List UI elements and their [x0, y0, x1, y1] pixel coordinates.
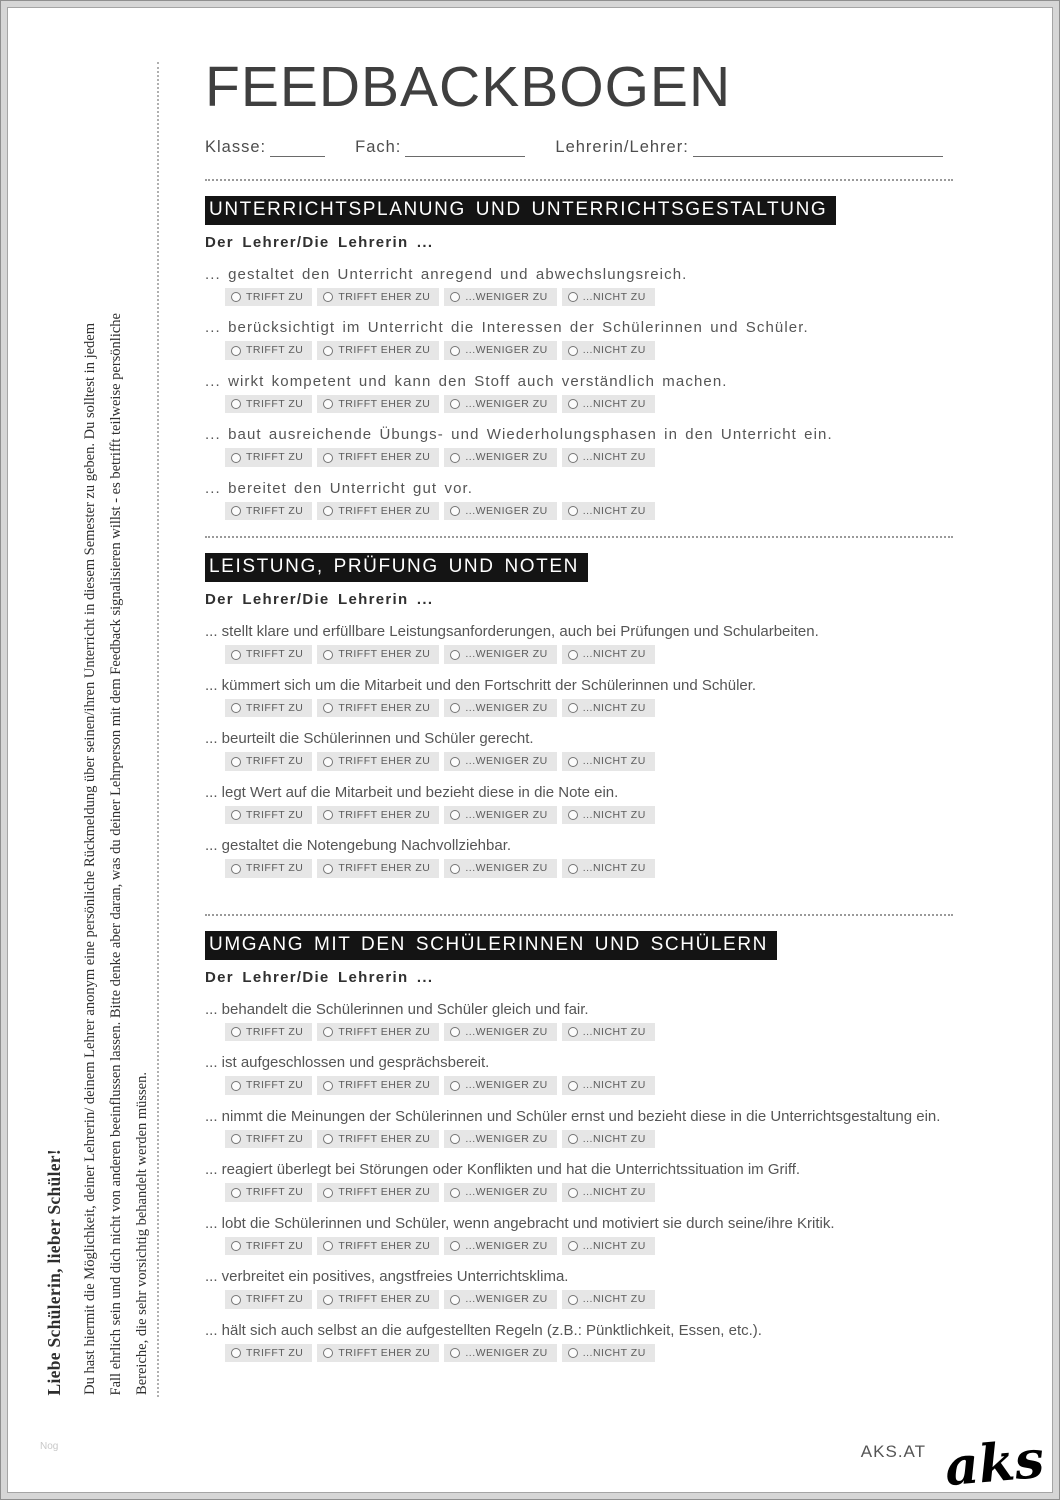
section-header: LEISTUNG, PRÜFUNG UND NOTEN [205, 553, 588, 582]
radio-circle-icon[interactable] [568, 757, 578, 767]
radio-circle-icon[interactable] [450, 650, 460, 660]
radio-circle-icon[interactable] [231, 1295, 241, 1305]
radio-circle-icon[interactable] [568, 864, 578, 874]
radio-circle-icon[interactable] [323, 1081, 333, 1091]
rating-label: TRIFFT ZU [246, 451, 304, 464]
rating-row [225, 448, 953, 467]
rating-label: ...WENIGER ZU [465, 1346, 548, 1359]
rating-label: ...WENIGER ZU [465, 808, 548, 821]
rating-option[interactable] [225, 288, 312, 307]
radio-circle-icon[interactable] [450, 864, 460, 874]
question-text: ... behandelt die Schülerinnen und Schüler gleich und fair. [205, 1000, 589, 1018]
question-text: ... baut ausreichende Übungs- und Wiederholungsphasen in den Unterricht ein. [205, 426, 833, 444]
question-item [205, 1001, 953, 1042]
rating-option[interactable] [317, 288, 439, 307]
rating-option[interactable] [562, 1130, 655, 1149]
radio-circle-icon[interactable] [323, 292, 333, 302]
rating-row [225, 1183, 953, 1202]
sidebar-text-line: Bereiche, die sehr vorsichtig behandelt werden müssen. [134, 1072, 150, 1395]
rating-row [225, 395, 953, 414]
rating-label: TRIFFT ZU [246, 344, 304, 357]
rating-option[interactable] [317, 699, 439, 718]
rating-label: TRIFFT EHER ZU [338, 755, 431, 768]
rating-option[interactable] [317, 341, 439, 360]
radio-circle-icon[interactable] [568, 1081, 578, 1091]
rating-label: ...NICHT ZU [582, 1346, 646, 1359]
radio-circle-icon[interactable] [231, 1241, 241, 1251]
rating-label: TRIFFT ZU [246, 504, 304, 517]
radio-circle-icon[interactable] [568, 399, 578, 409]
rating-row [225, 1130, 953, 1149]
rating-option[interactable] [444, 1130, 556, 1149]
rating-label: ...NICHT ZU [582, 648, 646, 661]
radio-circle-icon[interactable] [568, 810, 578, 820]
rating-label: ...NICHT ZU [582, 290, 646, 303]
question-item [205, 1215, 953, 1256]
rating-option[interactable] [317, 752, 439, 771]
rating-label: ...NICHT ZU [582, 1025, 646, 1038]
rating-option[interactable] [317, 1023, 439, 1042]
radio-circle-icon[interactable] [450, 1081, 460, 1091]
rating-option[interactable] [444, 341, 556, 360]
rating-option[interactable] [225, 645, 312, 664]
radio-circle-icon[interactable] [568, 1241, 578, 1251]
rating-option[interactable] [562, 1237, 655, 1256]
question-text: ... wirkt kompetent und kann den Stoff auch verständlich machen. [205, 372, 728, 390]
rating-option[interactable] [444, 288, 556, 307]
radio-circle-icon[interactable] [450, 1295, 460, 1305]
question-text: ... hält sich auch selbst an die aufgestellten Regeln (z.B.: Pünktlichkeit, Essen, etc.). [205, 1321, 762, 1339]
rating-option[interactable] [562, 806, 655, 825]
rating-row [225, 645, 953, 664]
rating-option[interactable] [225, 806, 312, 825]
question-text: ... gestaltet den Unterricht anregend und abwechslungsreich. [205, 265, 688, 283]
rating-label: TRIFFT EHER ZU [338, 290, 431, 303]
rating-label: TRIFFT ZU [246, 290, 304, 303]
rating-label: ...NICHT ZU [582, 1079, 646, 1092]
rating-option[interactable] [225, 752, 312, 771]
question-item [205, 837, 953, 878]
section-subtitle: Der Lehrer/Die Lehrerin ... [205, 233, 434, 251]
question-item [205, 677, 953, 718]
rating-option[interactable] [225, 502, 312, 521]
question-text: ... beurteilt die Schülerinnen und Schüler gerecht. [205, 730, 534, 748]
radio-circle-icon[interactable] [450, 703, 460, 713]
question-text: ... verbreitet ein positives, angstfreies Unterrichtsklima. [205, 1268, 569, 1286]
radio-circle-icon[interactable] [231, 1348, 241, 1358]
radio-circle-icon[interactable] [231, 506, 241, 516]
rating-option[interactable] [444, 806, 556, 825]
rating-option[interactable] [317, 1237, 439, 1256]
rating-option[interactable] [317, 1344, 439, 1363]
klasse-field-group [205, 138, 325, 157]
rating-row [225, 502, 953, 521]
radio-circle-icon[interactable] [450, 346, 460, 356]
rating-row [225, 288, 953, 307]
rating-label: ...NICHT ZU [582, 1132, 646, 1145]
question-text: ... kümmert sich um die Mitarbeit und den Fortschritt der Schülerinnen und Schüler. [205, 676, 757, 694]
rating-label: ...NICHT ZU [582, 1293, 646, 1306]
rating-label: ...NICHT ZU [582, 701, 646, 714]
question-item [205, 266, 953, 307]
rating-row [225, 1344, 953, 1363]
rating-option[interactable] [225, 1130, 312, 1149]
rating-label: ...NICHT ZU [582, 1239, 646, 1252]
radio-circle-icon[interactable] [323, 1295, 333, 1305]
rating-label: TRIFFT ZU [246, 1079, 304, 1092]
sidebar-divider [157, 62, 159, 1397]
section-divider [205, 179, 953, 181]
question-item [205, 1268, 953, 1309]
rating-option[interactable] [444, 859, 556, 878]
rating-option[interactable] [562, 1076, 655, 1095]
rating-option[interactable] [562, 752, 655, 771]
rating-option[interactable] [562, 1023, 655, 1042]
rating-label: ...WENIGER ZU [465, 504, 548, 517]
rating-label: ...WENIGER ZU [465, 648, 548, 661]
site-url: AKS.AT [860, 1442, 926, 1461]
rating-label: ...WENIGER ZU [465, 451, 548, 464]
rating-option[interactable] [225, 1183, 312, 1202]
rating-option[interactable] [317, 806, 439, 825]
question-item [205, 1322, 953, 1363]
rating-option[interactable] [225, 448, 312, 467]
rating-label: TRIFFT EHER ZU [338, 808, 431, 821]
rating-option[interactable] [317, 645, 439, 664]
rating-option[interactable] [444, 752, 556, 771]
rating-label: TRIFFT EHER ZU [338, 1132, 431, 1145]
question-text: ... bereitet den Unterricht gut vor. [205, 479, 474, 497]
feedback-section [205, 179, 953, 521]
rating-label: ...NICHT ZU [582, 344, 646, 357]
rating-label: TRIFFT EHER ZU [338, 1293, 431, 1306]
radio-circle-icon[interactable] [231, 399, 241, 409]
feedback-section [205, 914, 953, 1363]
radio-circle-icon[interactable] [568, 1295, 578, 1305]
rating-option[interactable] [444, 448, 556, 467]
question-text: ... nimmt die Meinungen der Schülerinnen und Schüler ernst und bezieht diese in die Unterrichtsgestaltung ein. [205, 1107, 941, 1125]
question-text: ... legt Wert auf die Mitarbeit und bezieht diese in die Note ein. [205, 783, 619, 801]
rating-row [225, 1290, 953, 1309]
fach-input-line[interactable] [405, 141, 525, 157]
rating-label: ...WENIGER ZU [465, 1132, 548, 1145]
radio-circle-icon[interactable] [568, 1348, 578, 1358]
rating-label: TRIFFT ZU [246, 397, 304, 410]
rating-label: TRIFFT ZU [246, 1239, 304, 1252]
radio-circle-icon[interactable] [323, 1027, 333, 1037]
rating-option[interactable] [562, 699, 655, 718]
rating-label: TRIFFT ZU [246, 648, 304, 661]
radio-circle-icon[interactable] [323, 810, 333, 820]
question-text: ... reagiert überlegt bei Störungen oder Konflikten und hat die Unterrichtssituation im Griff. [205, 1161, 801, 1179]
rating-option[interactable] [225, 859, 312, 878]
rating-label: ...WENIGER ZU [465, 344, 548, 357]
rating-option[interactable] [444, 1183, 556, 1202]
section-header: UMGANG MIT DEN SCHÜLERINNEN UND SCHÜLERN [205, 931, 777, 960]
radio-circle-icon[interactable] [568, 1188, 578, 1198]
lehrer-label: Lehrerin/Lehrer: [555, 137, 689, 156]
rating-label: ...NICHT ZU [582, 504, 646, 517]
rating-option[interactable] [225, 341, 312, 360]
radio-circle-icon[interactable] [450, 1134, 460, 1144]
rating-label: TRIFFT EHER ZU [338, 862, 431, 875]
radio-circle-icon[interactable] [450, 757, 460, 767]
rating-row [225, 699, 953, 718]
radio-circle-icon[interactable] [231, 1134, 241, 1144]
rating-row [225, 859, 953, 878]
rating-label: ...WENIGER ZU [465, 1239, 548, 1252]
rating-row [225, 752, 953, 771]
rating-label: ...WENIGER ZU [465, 701, 548, 714]
rating-option[interactable] [562, 859, 655, 878]
rating-option[interactable] [444, 1290, 556, 1309]
rating-option[interactable] [225, 1344, 312, 1363]
radio-circle-icon[interactable] [231, 1188, 241, 1198]
rating-label: ...NICHT ZU [582, 808, 646, 821]
rating-option[interactable] [562, 1290, 655, 1309]
section-subtitle: Der Lehrer/Die Lehrerin ... [205, 591, 434, 609]
radio-circle-icon[interactable] [568, 703, 578, 713]
section-divider [205, 536, 953, 538]
radio-circle-icon[interactable] [323, 399, 333, 409]
rating-label: TRIFFT EHER ZU [338, 344, 431, 357]
rating-label: ...WENIGER ZU [465, 862, 548, 875]
watermark-text: Nog [40, 1441, 59, 1452]
sidebar-greeting: Liebe Schülerin, lieber Schüler! [44, 1148, 64, 1395]
rating-label: ...NICHT ZU [582, 862, 646, 875]
lehrer-input-line[interactable] [693, 141, 943, 157]
rating-option[interactable] [225, 1290, 312, 1309]
rating-label: TRIFFT EHER ZU [338, 504, 431, 517]
rating-label: TRIFFT ZU [246, 862, 304, 875]
radio-circle-icon[interactable] [450, 506, 460, 516]
page-title: FEEDBACKBOGEN [205, 55, 732, 119]
rating-option[interactable] [444, 645, 556, 664]
rating-option[interactable] [317, 395, 439, 414]
radio-circle-icon[interactable] [231, 757, 241, 767]
radio-circle-icon[interactable] [231, 346, 241, 356]
radio-circle-icon[interactable] [323, 1134, 333, 1144]
rating-option[interactable] [562, 395, 655, 414]
question-item [205, 623, 953, 664]
radio-circle-icon[interactable] [323, 1348, 333, 1358]
radio-circle-icon[interactable] [568, 1134, 578, 1144]
rating-label: ...WENIGER ZU [465, 290, 548, 303]
rating-option[interactable] [225, 699, 312, 718]
question-item [205, 784, 953, 825]
rating-option[interactable] [317, 1183, 439, 1202]
radio-circle-icon[interactable] [323, 506, 333, 516]
question-item [205, 426, 953, 467]
radio-circle-icon[interactable] [231, 453, 241, 463]
radio-circle-icon[interactable] [450, 453, 460, 463]
rating-label: ...WENIGER ZU [465, 755, 548, 768]
rating-label: TRIFFT ZU [246, 755, 304, 768]
section-subtitle: Der Lehrer/Die Lehrerin ... [205, 968, 434, 986]
radio-circle-icon[interactable] [568, 506, 578, 516]
rating-label: TRIFFT ZU [246, 1293, 304, 1306]
question-item [205, 1108, 953, 1149]
rating-label: TRIFFT EHER ZU [338, 701, 431, 714]
radio-circle-icon[interactable] [450, 1348, 460, 1358]
question-item [205, 480, 953, 521]
radio-circle-icon[interactable] [231, 810, 241, 820]
rating-option[interactable] [562, 341, 655, 360]
radio-circle-icon[interactable] [450, 1188, 460, 1198]
section-header: UNTERRICHTSPLANUNG UND UNTERRICHTSGESTALTUNG [205, 196, 836, 225]
radio-circle-icon[interactable] [568, 346, 578, 356]
sections-container [205, 179, 953, 1363]
radio-circle-icon[interactable] [323, 864, 333, 874]
radio-circle-icon[interactable] [231, 292, 241, 302]
rating-label: ...NICHT ZU [582, 755, 646, 768]
rating-option[interactable] [317, 1290, 439, 1309]
question-text: ... berücksichtigt im Unterricht die Interessen der Schülerinnen und Schüler. [205, 319, 809, 337]
rating-label: ...NICHT ZU [582, 397, 646, 410]
klasse-input-line[interactable] [270, 141, 325, 157]
question-text: ... stellt klare und erfüllbare Leistungsanforderungen, auch bei Prüfungen und Schularbeiten. [205, 623, 819, 641]
radio-circle-icon[interactable] [568, 453, 578, 463]
rating-label: ...WENIGER ZU [465, 397, 548, 410]
rating-option[interactable] [317, 1130, 439, 1149]
rating-label: TRIFFT ZU [246, 1186, 304, 1199]
rating-option[interactable] [444, 699, 556, 718]
rating-option[interactable] [317, 1076, 439, 1095]
rating-label: TRIFFT EHER ZU [338, 1186, 431, 1199]
aks-logo: aks [942, 1428, 1047, 1499]
radio-circle-icon[interactable] [450, 1241, 460, 1251]
radio-circle-icon[interactable] [568, 292, 578, 302]
rating-label: ...NICHT ZU [582, 451, 646, 464]
rating-option[interactable] [225, 1076, 312, 1095]
rating-row [225, 1076, 953, 1095]
rating-option[interactable] [562, 448, 655, 467]
radio-circle-icon[interactable] [323, 757, 333, 767]
rating-option[interactable] [225, 395, 312, 414]
rating-label: TRIFFT ZU [246, 1346, 304, 1359]
rating-row [225, 341, 953, 360]
rating-row [225, 1023, 953, 1042]
rating-option[interactable] [444, 1237, 556, 1256]
radio-circle-icon[interactable] [231, 1081, 241, 1091]
rating-label: TRIFFT EHER ZU [338, 451, 431, 464]
radio-circle-icon[interactable] [450, 810, 460, 820]
main-content [205, 55, 953, 1375]
radio-circle-icon[interactable] [568, 1027, 578, 1037]
rating-option[interactable] [562, 645, 655, 664]
section-divider [205, 914, 953, 916]
rating-label: TRIFFT EHER ZU [338, 1346, 431, 1359]
header-fields [205, 138, 953, 157]
question-text: ... lobt die Schülerinnen und Schüler, wenn angebracht und motiviert sie durch seine/ihre Kritik. [205, 1214, 835, 1232]
rating-option[interactable] [444, 502, 556, 521]
question-text: ... gestaltet die Notengebung Nachvollziehbar. [205, 837, 512, 855]
rating-option[interactable] [562, 288, 655, 307]
rating-option[interactable] [444, 1023, 556, 1042]
rating-label: TRIFFT EHER ZU [338, 1025, 431, 1038]
rating-label: TRIFFT EHER ZU [338, 1079, 431, 1092]
radio-circle-icon[interactable] [231, 650, 241, 660]
rating-option[interactable] [562, 502, 655, 521]
radio-circle-icon[interactable] [450, 292, 460, 302]
klasse-label: Klasse: [205, 137, 267, 156]
fach-field-group [355, 138, 525, 157]
rating-label: TRIFFT ZU [246, 701, 304, 714]
radio-circle-icon[interactable] [231, 703, 241, 713]
radio-circle-icon[interactable] [231, 1027, 241, 1037]
rating-label: TRIFFT ZU [246, 1025, 304, 1038]
rating-option[interactable] [317, 502, 439, 521]
question-item [205, 319, 953, 360]
question-item [205, 373, 953, 414]
rating-option[interactable] [562, 1183, 655, 1202]
question-text: ... ist aufgeschlossen und gesprächsbereit. [205, 1054, 490, 1072]
radio-circle-icon[interactable] [568, 650, 578, 660]
sidebar-text-line: Fall ehrlich sein und dich nicht von anderen beeinflussen lassen. Bitte denke aber daran, was du deiner Lehrperson mit dem Feedback signalisieren willst - es betrifft teilweise persönliche [108, 312, 124, 1395]
feedback-section [205, 536, 953, 878]
radio-circle-icon[interactable] [323, 703, 333, 713]
rating-row [225, 806, 953, 825]
rating-option[interactable] [444, 1076, 556, 1095]
rating-label: TRIFFT ZU [246, 808, 304, 821]
rating-label: ...WENIGER ZU [465, 1293, 548, 1306]
question-item [205, 730, 953, 771]
rating-label: ...NICHT ZU [582, 1186, 646, 1199]
rating-option[interactable] [317, 448, 439, 467]
rating-row [225, 1237, 953, 1256]
question-item [205, 1161, 953, 1202]
sidebar-text-line: Du hast hiermit die Möglichkeit, deiner Lehrerin/ deinem Lehrer anonym eine persönliche Rückmeldung über seinen/ihren Unterricht in diesem Semester zu geben. Du solltest in jedem [82, 323, 98, 1395]
rating-label: TRIFFT EHER ZU [338, 397, 431, 410]
radio-circle-icon[interactable] [323, 1188, 333, 1198]
rating-label: TRIFFT EHER ZU [338, 1239, 431, 1252]
rating-label: TRIFFT ZU [246, 1132, 304, 1145]
rating-option[interactable] [562, 1344, 655, 1363]
lehrer-field-group [555, 138, 942, 157]
radio-circle-icon[interactable] [323, 453, 333, 463]
rating-option[interactable] [317, 859, 439, 878]
radio-circle-icon[interactable] [323, 1241, 333, 1251]
radio-circle-icon[interactable] [450, 1027, 460, 1037]
radio-circle-icon[interactable] [231, 864, 241, 874]
radio-circle-icon[interactable] [323, 346, 333, 356]
radio-circle-icon[interactable] [450, 399, 460, 409]
rating-label: ...WENIGER ZU [465, 1079, 548, 1092]
rating-label: TRIFFT EHER ZU [338, 648, 431, 661]
rating-label: ...WENIGER ZU [465, 1186, 548, 1199]
radio-circle-icon[interactable] [323, 650, 333, 660]
rating-option[interactable] [225, 1237, 312, 1256]
question-item [205, 1054, 953, 1095]
rating-option[interactable] [444, 395, 556, 414]
fach-label: Fach: [355, 137, 402, 156]
rating-label: ...WENIGER ZU [465, 1025, 548, 1038]
rating-option[interactable] [444, 1344, 556, 1363]
rating-option[interactable] [225, 1023, 312, 1042]
